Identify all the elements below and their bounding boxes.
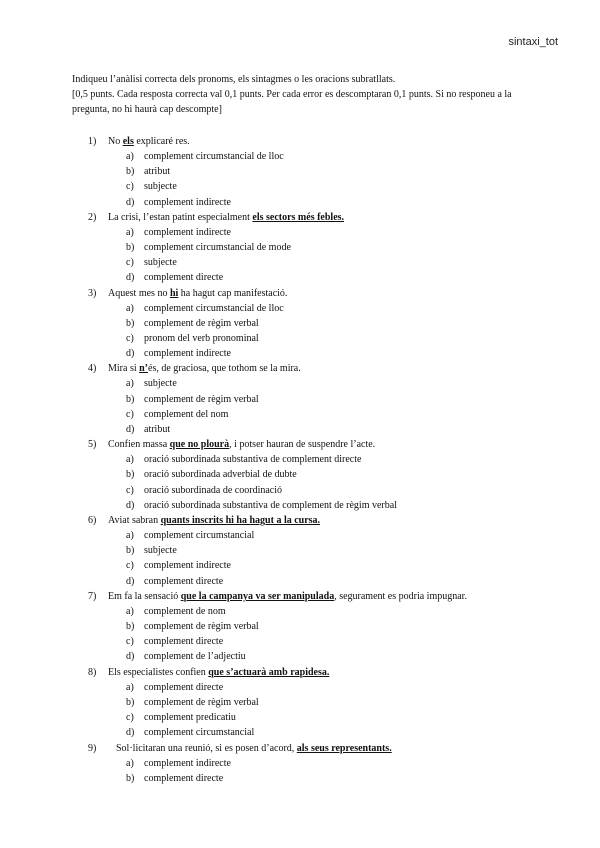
option-letter: b) (126, 621, 135, 633)
answer-option[interactable] (108, 467, 520, 482)
option-letter: d) (126, 499, 135, 511)
option-letter: a) (126, 454, 134, 466)
option-text: complement del nom (144, 408, 229, 420)
answer-option[interactable] (108, 725, 520, 740)
option-letter: d) (126, 575, 135, 587)
option-text: complement directe (144, 272, 224, 284)
underlined-fragment: que s’actuarà amb rapidesa. (208, 666, 330, 678)
option-letter: a) (126, 757, 134, 769)
question-text (108, 437, 520, 452)
question-text (108, 513, 520, 528)
option-letter: c) (126, 408, 134, 420)
answer-option[interactable] (108, 225, 520, 240)
option-text: complement de l’adjectiu (144, 651, 246, 663)
answer-option[interactable] (108, 316, 520, 331)
option-text: complement directe (144, 636, 224, 648)
option-text: complement indirecte (144, 348, 231, 360)
question-text-before: La crisi, l’estan patint especialment (108, 211, 253, 223)
option-text: oració subordinada adverbial de dubte (144, 469, 297, 481)
question-text-before: Confien massa (108, 439, 170, 451)
option-letter: a) (126, 226, 134, 238)
option-text: complement indirecte (144, 560, 231, 572)
option-letter: c) (126, 636, 134, 648)
option-text: complement directe (144, 772, 224, 784)
question-5 (72, 437, 520, 513)
answer-options (108, 376, 520, 437)
option-letter: b) (126, 772, 135, 784)
answer-option[interactable] (108, 255, 520, 270)
question-text-before: Sol·licitaran una reunió, si es posen d’acord, (116, 742, 297, 754)
underlined-fragment: hi (169, 287, 179, 299)
answer-option[interactable] (108, 558, 520, 573)
option-text: complement circumstancial de mode (144, 242, 291, 254)
question-text-before: Els especialistes confien (108, 666, 209, 678)
question-text-after: explicaré res. (133, 136, 190, 147)
underlined-fragment: els sectors més febles. (252, 211, 345, 223)
underlined-fragment: quants inscrits hi ha hagut a la cursa. (160, 515, 321, 527)
answer-options (108, 149, 520, 210)
option-letter: a) (126, 378, 134, 390)
question-number: 6) (88, 515, 97, 527)
question-number: 1) (88, 136, 97, 147)
option-letter: a) (126, 605, 134, 617)
instructions (72, 72, 532, 117)
question-text-after: ha hagut cap manifestació. (178, 287, 288, 299)
question-4 (72, 361, 520, 437)
option-letter: d) (126, 272, 135, 284)
option-letter: d) (126, 348, 135, 360)
question-9 (72, 741, 520, 786)
question-text-before: Em fa la sensació (108, 590, 181, 602)
option-text: atribut (144, 166, 171, 178)
answer-option[interactable] (108, 619, 520, 634)
question-1 (72, 134, 520, 210)
answer-option[interactable] (108, 331, 520, 346)
answer-option[interactable] (108, 422, 520, 437)
question-text (108, 741, 520, 756)
answer-option[interactable] (108, 483, 520, 498)
question-list (72, 134, 520, 786)
question-number: 5) (88, 439, 97, 451)
answer-option[interactable] (108, 574, 520, 589)
option-text: complement de règim verbal (144, 621, 259, 633)
answer-option[interactable] (108, 543, 520, 558)
option-text: oració subordinada substantiva de complement directe (144, 454, 362, 466)
question-3 (72, 286, 520, 362)
underlined-fragment: als seus representants. (296, 742, 392, 754)
question-number: 2) (88, 211, 97, 223)
option-text: atribut (144, 424, 171, 436)
answer-option[interactable] (108, 604, 520, 619)
question-text-after: , i potser hauran de suspendre l’acte. (229, 439, 376, 451)
question-text (108, 286, 520, 301)
answer-options (108, 225, 520, 286)
option-letter: c) (126, 484, 134, 496)
option-text: pronom del verb pronominal (144, 333, 259, 345)
answer-options (108, 452, 520, 513)
answer-option[interactable] (108, 407, 520, 422)
answer-option[interactable] (108, 710, 520, 725)
question-text (108, 134, 520, 149)
answer-option[interactable] (108, 649, 520, 664)
answer-option[interactable] (108, 680, 520, 695)
option-letter: b) (126, 696, 135, 708)
option-letter: b) (126, 545, 135, 557)
option-text: complement circumstancial de lloc (144, 151, 284, 162)
answer-options (108, 680, 520, 741)
option-letter: c) (126, 560, 134, 572)
question-text-after: , segurament es podria impugnar. (334, 590, 467, 602)
question-2 (72, 210, 520, 286)
question-text (108, 210, 520, 225)
option-letter: a) (126, 681, 134, 693)
question-text (108, 361, 520, 376)
option-text: complement circumstancial de lloc (144, 302, 284, 314)
option-letter: b) (126, 469, 135, 481)
answer-option[interactable] (108, 634, 520, 649)
question-text-before: Mira si (108, 363, 140, 375)
answer-option[interactable] (108, 149, 520, 164)
answer-option[interactable] (108, 392, 520, 407)
option-text: complement indirecte (144, 196, 231, 208)
option-text: complement de règim verbal (144, 696, 259, 708)
option-letter: c) (126, 712, 134, 724)
option-letter: a) (126, 302, 134, 314)
option-letter: a) (126, 151, 134, 162)
option-text: subjecte (144, 257, 177, 269)
option-letter: d) (126, 651, 135, 663)
answer-options (108, 756, 520, 786)
option-text: complement directe (144, 681, 224, 693)
instructions-line-2: [0,5 punts. Cada resposta correcta val 0,1 punts. Per cada error es descomptaran 0,1 punts. Si no responeu a la pregunta, no hi haurà cap descompte] (72, 89, 512, 115)
underlined-fragment: que la campanya va ser manipulada (180, 590, 335, 602)
option-text: complement indirecte (144, 757, 231, 769)
option-letter: d) (126, 424, 135, 436)
question-text-before: Aviat sabran (108, 515, 161, 527)
option-text: oració subordinada substantiva de complement de règim verbal (144, 499, 397, 511)
option-letter: b) (126, 393, 135, 405)
option-text: complement circumstancial (144, 530, 255, 542)
question-text (108, 589, 520, 604)
option-letter: b) (126, 317, 135, 329)
question-number: 7) (88, 590, 97, 602)
underlined-fragment: els (122, 136, 134, 147)
answer-option[interactable] (108, 695, 520, 710)
answer-option[interactable] (108, 376, 520, 391)
document-header-tag: sintaxi_tot (508, 36, 558, 48)
option-text: complement indirecte (144, 226, 231, 238)
answer-option[interactable] (108, 452, 520, 467)
option-letter: d) (126, 196, 135, 208)
answer-options (108, 301, 520, 362)
question-text-before: No (108, 136, 123, 147)
option-text: subjecte (144, 545, 177, 557)
underlined-fragment: que no plourà (169, 439, 230, 451)
question-7 (72, 589, 520, 665)
underlined-fragment: n’ (139, 363, 149, 375)
instructions-line-1: Indiqueu l’anàlisi correcta dels pronoms, els sintagmes o les oracions subratllats. (72, 74, 396, 85)
question-text-after: és, de graciosa, que tothom se la mira. (148, 363, 301, 375)
option-letter: b) (126, 166, 135, 178)
question-number: 3) (88, 287, 97, 299)
option-text: complement de règim verbal (144, 317, 259, 329)
option-letter: c) (126, 257, 134, 269)
answer-option[interactable] (108, 240, 520, 255)
option-letter: a) (126, 530, 134, 542)
question-text-before: Aquest mes no (108, 287, 170, 299)
answer-option[interactable] (108, 498, 520, 513)
option-letter: b) (126, 242, 135, 254)
answer-options (108, 528, 520, 589)
question-number: 9) (88, 742, 97, 754)
answer-option[interactable] (108, 164, 520, 179)
answer-options (108, 604, 520, 665)
option-text: complement circumstancial (144, 727, 255, 739)
question-number: 8) (88, 666, 97, 678)
option-text: subjecte (144, 378, 177, 390)
answer-option[interactable] (108, 756, 520, 771)
option-text: subjecte (144, 181, 177, 193)
option-text: complement de règim verbal (144, 393, 259, 405)
answer-option[interactable] (108, 301, 520, 316)
question-text (108, 665, 520, 680)
option-text: complement de nom (144, 605, 226, 617)
option-letter: c) (126, 333, 134, 345)
answer-option[interactable] (108, 528, 520, 543)
option-letter: c) (126, 181, 134, 193)
answer-option[interactable] (108, 270, 520, 285)
answer-option[interactable] (108, 195, 520, 210)
option-text: complement predicatiu (144, 712, 236, 724)
option-letter: d) (126, 727, 135, 739)
question-number: 4) (88, 363, 97, 375)
answer-option[interactable] (108, 179, 520, 194)
question-8 (72, 665, 520, 741)
question-6 (72, 513, 520, 589)
option-text: complement directe (144, 575, 224, 587)
answer-option[interactable] (108, 346, 520, 361)
option-text: oració subordinada de coordinació (144, 484, 283, 496)
answer-option[interactable] (108, 771, 520, 786)
